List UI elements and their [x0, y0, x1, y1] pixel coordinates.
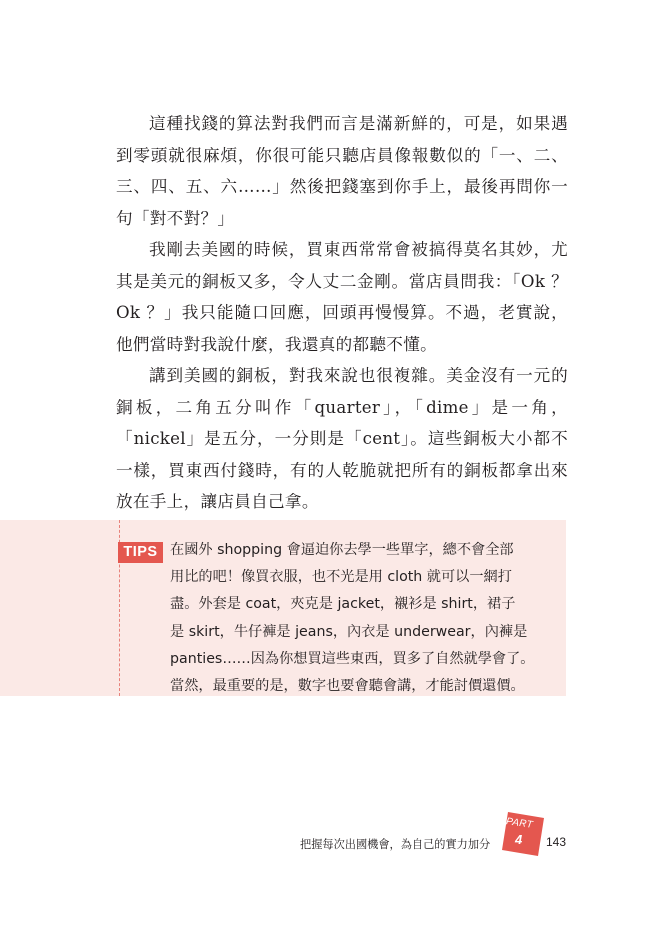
tips-line: 盡。外套是 coat，夾克是 jacket，襯衫是 shirt，裙子 — [170, 596, 516, 613]
paragraph: 這種找錢的算法對我們而言是滿新鮮的，可是，如果遇到零頭就很麻煩，你很可能只聽店員像報數似的「一、二、三、四、五、六……」然後把錢塞到你手上，最後再問你一句「對不對？」 — [116, 114, 568, 228]
tips-line: 在國外 shopping 會逼迫你去學一些單字，總不會全部 — [170, 542, 514, 558]
tips-line: 用比的吧！像買衣服，也不光是用 cloth 就可以一網打 — [170, 569, 512, 586]
chapter-title: 把握每次出國機會，為自己的實力加分 — [300, 838, 491, 851]
tips-text — [170, 537, 548, 700]
tips-line: 是 skirt，牛仔褲是 jeans，內衣是 underwear，內褲是 — [170, 623, 528, 640]
body-text — [116, 108, 568, 518]
part-number: 4 — [515, 832, 523, 847]
page-number: 143 — [546, 835, 567, 849]
tips-line: panties……因為你想買這些東西，買多了自然就學會了。 — [170, 650, 535, 667]
tips-line: 當然，最重要的是，數字也要會聽會講，才能討價還價。 — [170, 678, 525, 695]
tips-badge: TIPS — [118, 542, 163, 563]
part-label: PART — [505, 816, 534, 831]
paragraph: 我剛去美國的時候，買東西常常會被搞得莫名其妙，尤其是美元的銅板又多，令人丈二金剛。當店員問我：「Ok ？ Ok ？」我只能隨口回應，回頭再慢慢算。不過，老實說，他們當時對我說什麼，我還真的都聽不懂。 — [116, 240, 568, 354]
paragraph: 講到美國的銅板，對我來說也很複雜。美金沒有一元的銅板，二角五分叫作「quarter」，「dime」是一角，「nickel」是五分，一分則是「cent」。這些銅板大小都不一樣，買東西付錢時，有的人乾脆就把所有的銅板都拿出來放在手上，讓店員自己拿。 — [116, 366, 568, 511]
